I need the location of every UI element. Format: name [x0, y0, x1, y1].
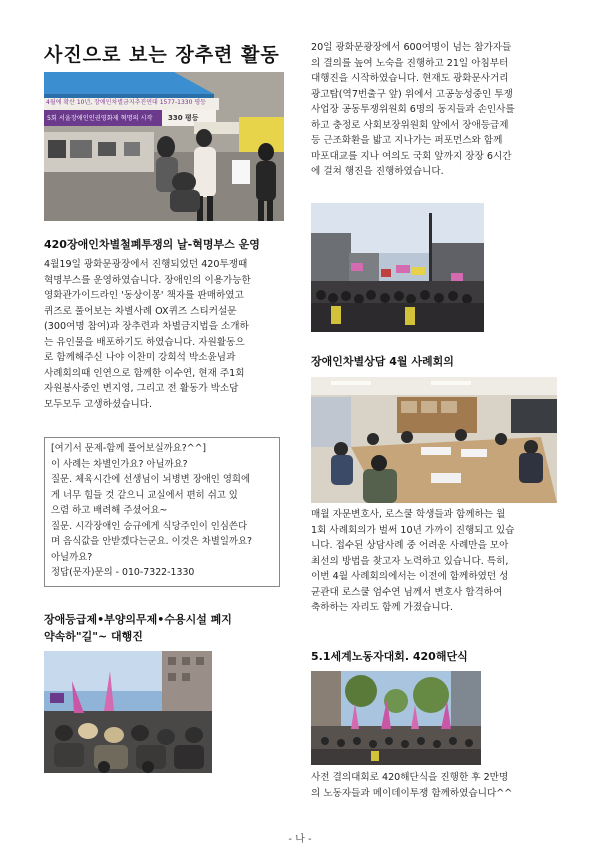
section3-line: 최선의 방법을 찾고자 노력하고 있습니다. 특히, [311, 555, 509, 567]
intro-line: 광고탑(역7번출구 앞) 위에서 고공농성중인 투쟁 [311, 88, 513, 100]
section2-heading-line: 장애등급제•부양의무제•수용시설 폐지 [44, 613, 232, 626]
section1-line: 혁명부스를 운영하였습니다. 장애인의 이용가능한 [44, 274, 251, 286]
page-number: - 나 - [288, 834, 312, 845]
section1-line: 로 함께해주신 나야 이찬미 강희석 박소윤님과 [44, 352, 236, 363]
section4-line: 사전 결의대회로 420해단식을 진행한 후 2만명 [311, 772, 509, 783]
section4-body [311, 770, 561, 801]
intro-line: 하고 충정로 사회보장위원회 앞에서 장애등급제 [311, 119, 509, 131]
intro-line: 마포대교를 지나 여의도 국회 앞까지 장장 6시간 [311, 150, 512, 162]
banner-text-1: 4월에 확산 10년, 장애인차별금지추진연대 1577-1330 평등 [46, 99, 206, 106]
section1-line: 모두모두 고생하셨습니다. [44, 398, 153, 410]
quiz-line: 며 음식값을 안받겠다는군요. 이것은 차별일까요? [51, 536, 253, 547]
booth-photo [44, 72, 284, 221]
section3-heading: 장애인차별상담 4월 사례회의 [311, 355, 454, 368]
section1-line: 영화관가이드라인 '동상이몽' 책자를 판매하였고 [44, 290, 244, 301]
section4-heading: 5.1세계노동자대회. 420해단식 [311, 650, 468, 663]
quiz-line: 질문. 체육시간에 선생님이 뇌병변 장애인 영희에 [51, 474, 251, 485]
intro-line: 사업장 공동투쟁위원회 6명의 동지들과 손인사를 [311, 104, 515, 115]
meeting-photo [311, 377, 557, 503]
intro-line: 의 결의를 높여 노숙을 진행하고 21일 아침부터 [311, 57, 509, 69]
section1-line: 사례회의때 인연으로 함께한 이수연, 현재 주1회 [44, 367, 245, 379]
page-title: 사진으로 보는 장추련 활동 [44, 44, 280, 66]
section3-body [311, 507, 561, 616]
section1-line: (300여명 참여)과 장추련과 차별금지법을 소개하 [44, 321, 249, 332]
section1-line: 4월19일 광화문광장에서 진행되었던 420투쟁때 [44, 259, 248, 270]
section3-line: 균관대 로스쿨 엄수연 님께서 변호사 합격하여 [311, 586, 503, 598]
banner-text-3: 330 평등 [168, 114, 199, 122]
quiz-line: 질문. 시각장애인 승규에게 식당주인이 인심쓴다 [51, 520, 248, 532]
quiz-line: 으렴 하고 배려해 주셨어요~ [51, 505, 168, 516]
section2-heading [44, 611, 284, 645]
section3-line: 매월 자문변호사, 로스쿨 학생들과 함께하는 월 [311, 509, 506, 520]
quiz-contact-line: 정답(문자)문의 - 010-7322-1330 [51, 567, 195, 578]
section3-line: 1회 사례회의가 벌써 10년 가까이 진행되고 있습 [311, 524, 515, 536]
march-photo [44, 651, 212, 773]
intro-body [311, 40, 561, 180]
intro-line: 20일 광화문광장에서 600여명이 넘는 참가자들 [311, 42, 512, 53]
section3-line: 이번 4월 사례회의에서는 이전에 함께하였던 성 [311, 571, 509, 582]
banner-text-2: 5회 서울장애인인권영화제 혁명의 시작 [47, 115, 153, 122]
section1-line: 는 유인물을 배포하기도 하였습니다. 자원활동으 [44, 336, 245, 348]
section2-heading-line: 약속하"길"~ 대행진 [44, 630, 143, 643]
section1-heading: 420장애인차별철폐투쟁의 날-혁명부스 운영 [44, 238, 260, 251]
quiz-box [44, 437, 280, 587]
quiz-line: 이 사례는 차별인가요? 아닐까요? [51, 458, 188, 470]
intro-line: 대행진을 시작하였습니다. 현재도 광화문사거리 [311, 73, 509, 84]
section4-line: 의 노동자들과 메이데이투쟁 함께하였습니다^^ [311, 787, 513, 799]
intro-line: 등 근조화환을 밟고 지나가는 퍼포먼스와 함께 [311, 135, 503, 146]
section1-body [44, 257, 284, 412]
street-rally-photo [311, 203, 484, 332]
quiz-line: [여기서 문제-함께 풀어보실까요?^^] [51, 443, 207, 454]
quiz-line: 아닐까요? [51, 551, 93, 563]
section1-line: 퀴즈로 풀어보는 차별사례 OX퀴즈 스티커설문 [44, 305, 237, 317]
section1-line: 자원봉사중인 변지영, 그리고 전 활동가 박소담 [44, 383, 239, 394]
intro-line: 에 걸쳐 행진을 진행하였습니다. [311, 166, 444, 177]
quiz-line: 게 너무 힘들 것 같으니 교실에서 편히 쉬고 있 [51, 489, 238, 501]
section3-line: 니다. 접수된 상담사례 중 어려운 사례만을 모아 [311, 540, 509, 551]
mayday-photo [311, 671, 481, 765]
section3-line: 축하하는 자리도 함께 가졌습니다. [311, 602, 453, 613]
